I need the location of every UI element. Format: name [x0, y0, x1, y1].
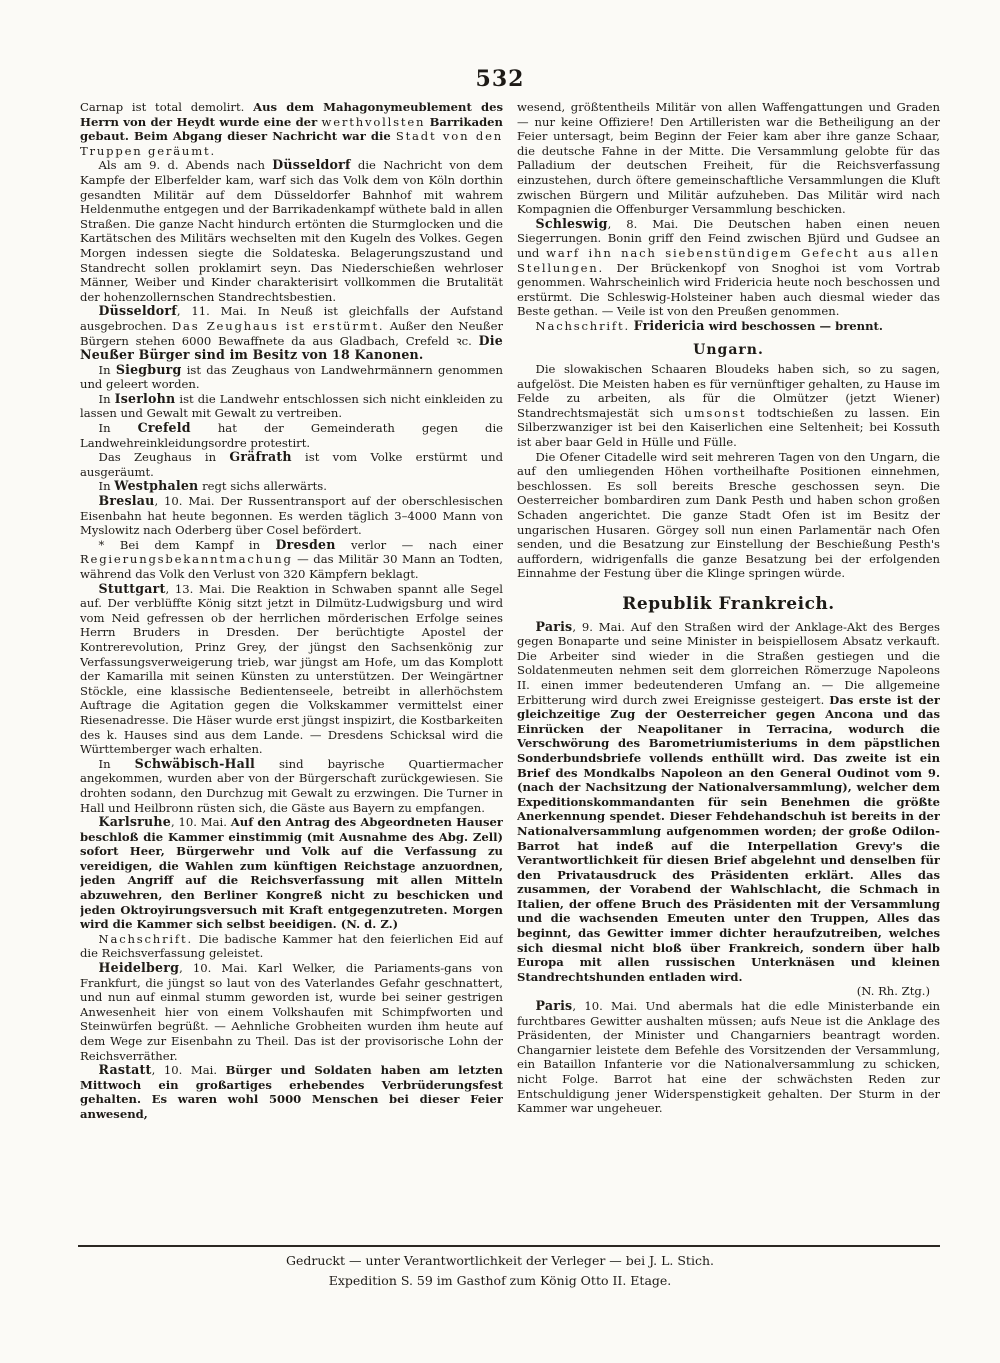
text-run: wesend, größtentheils Militär von allen Waffengattungen und Graden — nur keine Offiziere! Den Artilleristen war die Betheiligung an der Feier untersagt, beim Beginn der Feier kam aber ihre ganze Schaar, die deutsche Fahne in der Mitte. Die Versammlung gelobte für das Palladium der deutschen Freiheit, für die Reichsverfassung einzustehen, durch öftere gemeinschaftliche Versammlungen die Kluft zwischen Bürgern und Militär aufzuheben. Das Militär wird nach Kompagnien die Offenburger Versammlung beschicken.	[517, 100, 940, 217]
text-run: In	[98, 362, 116, 377]
text-run: wird beschossen — brennt.	[704, 318, 883, 333]
article-paragraph	[80, 392, 503, 421]
dateline: Rastatt	[98, 1062, 152, 1078]
article-paragraph	[80, 450, 503, 479]
text-run: Stadt von den Truppen geräumt.	[80, 129, 503, 158]
left-column	[80, 100, 503, 1232]
text-run: , 9. Mai. Auf den Straßen wird der Anklage-Akt des Berges gegen Bonaparte und seine Minister in beispiellosem Absatz verkauft. Die Arbeiter sind wieder in die Straßen gestiegen und die Soldatenmeuten nehmen seit dem glorreichen Römerzuge Napoleons II. einen immer bedeutenderen Umfang an. — Die allgemeine Erbitterung wird durch zwei Ereignisse gesteigert.	[517, 619, 940, 707]
text-run: Die slowakischen Schaaren Bloudeks haben sich, so zu sagen, aufgelöst. Die Meisten haben es für vernünftiger gehalten, zu Hause im Felde zu arbeiten, als für die Olmützer (jetzt Wiener) Standrechtsmajestät sich	[517, 362, 940, 420]
dateline: Karlsruhe	[98, 814, 171, 830]
text-run: , 10. Mai. Und abermals hat die edle Ministerbande ein furchtbares Gewitter aushalten müssen; aufs Neue ist die Anklage des Präsidenten, der Minister und Changarniers beantragt worden. Changarnier leistete dem Befehle des Vorsitzenden der Versammlung, ein Bataillon Infanterie vor die Nationalversammlung zu schicken, nicht Folge. Barrot hat eine der schwächsten Reden zur Entschuldigung jener Widerspenstigkeit gehalten. Der Sturm in der Kammer war ungeheuer.	[517, 999, 940, 1116]
text-columns	[80, 100, 940, 1232]
dateline: Iserlohn	[114, 390, 176, 406]
article-paragraph	[80, 538, 503, 582]
page-number: 532	[475, 66, 525, 92]
article-paragraph	[80, 494, 503, 538]
article-paragraph	[80, 304, 503, 362]
article-paragraph	[517, 100, 940, 217]
text-run: Regierungsbekanntmachung	[80, 552, 293, 567]
text-run: In	[98, 391, 115, 406]
text-run: Als am 9. d. Abends nach	[98, 158, 273, 173]
text-run: Beim Abgang dieser Nachricht war die	[134, 129, 396, 144]
article-paragraph	[80, 158, 503, 304]
article-paragraph	[517, 620, 940, 985]
text-run: , 10. Mai.	[151, 1063, 226, 1078]
section-heading: Republik Frankreich.	[622, 594, 835, 614]
article-paragraph	[80, 582, 503, 757]
text-run: regt sichs allerwärts.	[198, 479, 327, 494]
text-run: In	[98, 756, 135, 771]
dateline: Die Neußer Bürger sind im Besitz von 18 Kanonen.	[80, 332, 503, 363]
dateline: Gräfrath	[229, 449, 292, 465]
dateline: Siegburg	[115, 361, 182, 377]
article-paragraph	[80, 363, 503, 392]
dateline: Schleswig	[535, 215, 608, 231]
text-run: In	[98, 421, 138, 436]
text-run: ist die Landwehr entschlossen sich nicht einkleiden zu lassen und Gewalt mit Gewalt zu vertreiben.	[80, 391, 503, 421]
section-heading: Ungarn.	[693, 341, 764, 358]
article-paragraph	[517, 319, 940, 334]
dateline: Westphalen	[114, 478, 199, 494]
text-run: ist vom Volke erstürmt und ausgeräumt.	[80, 450, 503, 479]
text-run: Bürger und Soldaten haben am letzten Mittwoch ein großartiges erhebendes Verbrüderungsfest gehalten. Es waren wohl 5000 Menschen bei dieser Feier anwesend,	[80, 1063, 503, 1121]
article-paragraph	[517, 999, 940, 1116]
text-run: warf ihn nach siebenstündigem Gefecht aus allen Stellungen.	[517, 245, 940, 275]
dateline: Paris	[535, 998, 573, 1014]
dateline: Crefeld	[137, 420, 191, 436]
text-run: Die Ofener Citadelle wird seit mehreren Tagen von den Ungarn, die auf den umliegenden Höhen vortheilhafte Positionen einnehmen, beschlossen. Es soll bereits Bresche geschossen seyn. Die Oesterreicher bombardiren zum Dank Pesth und haben schon großen Schaden angerichtet. Die ganze Stadt Ofen ist im Besitz der ungarischen Husaren. Görgey soll nun einen Parlamentär nach Ofen senden, und die Besatzung zur Einstellung der Beschießung Pesth's auffordern, widrigenfalls die ganze Besatzung bei der erfolgenden Einnahme der Festung über die Klinge springen würde.	[517, 449, 940, 581]
article-paragraph	[517, 217, 940, 319]
text-run: ist das Zeughaus von Landwehrmännern genommen und geleert worden.	[80, 362, 503, 392]
text-run: die Nachricht von dem Kampfe der Elberfelder kam, warf sich das Volk dem von Köln dorthin gesandten Militär auf dem Düsseldorfer Bahnhof mit wahrem Heldenmuthe entgegen und der Barrikadenkampf wüthete bald in allen Straßen. Die ganze Nacht hindurch ertönten die Sturmglocken und die Kartätschen des Militärs wechselten mit den Kugeln des Volkes. Gegen Morgen indessen siegte die Soldateska. Belagerungszustand und Standrecht sollen proklamirt seyn. Das Niederschießen wehrloser Männer, Weiber und Kinder charakterisirt vollkommen die Brutalität der hohenzollernschen Standrechtsbestien.	[80, 158, 503, 304]
dateline: Schwäbisch-Hall	[134, 755, 255, 771]
article-paragraph	[517, 450, 940, 581]
article-paragraph	[80, 757, 503, 815]
text-run: Das erste ist der gleichzeitige Zug der Oesterreicher gegen Ancona und das Einrücken der Neapolitaner in Terracina, wodurch die Verschwörung des Barometriumisteriums in dem päpstlichen Sonderbundsbriefe vollends enthüllt wird. Das zweite ist ein Brief des Mondkalbs Napoleon an den General Oudinot vom 9. (nach der Nachsitzung der Nationalversammlung), welcher dem Expeditionskommandanten für sein Benehmen die größte Anerkennung spendet. Dieser Fehdehandschuh ist bereits in der Nationalversammlung aufgenommen worden; der große Odilon-Barrot hat indeß auf die Interpellation Grevy's die Verantwortlichkeit für diesen Brief abgelehnt und denselben für den Privatausdruck des Präsidenten erklärt. Alles das zusammen, der Vorabend der Wahlschlacht, die Schmach in Italien, der offene Bruch des Präsidenten mit der Versammlung und die wachsenden Emeuten unter den Truppen, Alles das beginnt, das Gewitter immer dichter heraufzutreiben, welches sich diesmal nicht bloß über Frankreich, sondern über halb Europa mit allen russischen Unterknäsen und kleinen Standrechtshunden entladen wird.	[517, 692, 940, 984]
text-run: In	[98, 479, 115, 494]
text-run: Außer den Neußer Bürgern stehen 6000 Bewaffnete da aus Gladbach, Crefeld ꝛc.	[80, 318, 503, 348]
text-run: , 13. Mai. Die Reaktion in Schwaben spannt alle Segel auf. Der verblüffte König sitzt jetzt in Dilmütz-Ludwigsburg und wird vom Neid gefressen ob der herrlichen mörderischen Erfolge seines Herrn Bruders in Dresden. Der berüchtigte Apostel der Kontrerevolution, Prinz Grey, der jüngst den Sachsenkönig zur Verfassungsverweigerung trieb, war jüngst am Hofe, um das Komplott der Kamarilla mit seinen Künsten zu unterstützen. Der Weingärtner Stöckle, eine klassische Bedientenseele, betreibt in allerhöchstem Auftrage die Agitation gegen die Volkskammer vermittelst einer Riesenadresse. Die Häser wurde erst jüngst inspizirt, die Kostbarkeiten des k. Hauses sind aus dem Lande. — Dresdens Schicksal wird die Württemberger wach erhalten.	[80, 581, 503, 757]
text-run: Das Zeughaus in	[98, 450, 230, 465]
text-run: verlor — nach einer	[335, 537, 503, 552]
text-run: , 10. Mai.	[170, 815, 231, 830]
text-run: Barrikaden gebaut.	[80, 114, 503, 144]
text-run: , 10. Mai. Der Russentransport auf der oberschlesischen Eisenbahn hat heute begonnen. Es werden täglich 3–4000 Mann von Myslowitz nach Oderberg über Cosel befördert.	[80, 494, 503, 538]
text-run: Aus dem Mahagonymeublement des Herrn von der Heydt wurde eine der	[80, 100, 503, 129]
dateline: Düsseldorf	[272, 157, 351, 173]
article-paragraph	[80, 421, 503, 450]
right-column	[517, 100, 940, 1232]
text-run: umsonst	[684, 405, 747, 420]
text-run: Nachschrift.	[535, 318, 630, 333]
text-run: Nachschrift.	[98, 931, 193, 946]
article-paragraph	[80, 815, 503, 932]
text-run: , 10. Mai. Karl Welker, die Pariaments-gans von Frankfurt, die jüngst so laut von des Vaterlandes Gefahr geschnattert, und nun auf einmal stumm geworden ist, wurde bei seiner gestrigen Anwesenheit hier von einem Volkshaufen mit Schimpfworten und Steinwürfen begrüßt. — Aehnliche Grobheiten wurden ihm heute auf dem Wege zur Eisenbahn zu Theil. Das ist der provisorische Lohn der Reichsverräther.	[80, 961, 503, 1063]
footer-rule	[78, 1245, 940, 1247]
article-paragraph	[80, 961, 503, 1063]
text-run: Die badische Kammer hat den feierlichen Eid auf die Reichsverfassung geleistet.	[80, 931, 503, 961]
text-run: Carnap ist total demolirt.	[80, 100, 254, 114]
dateline: Heidelberg	[98, 960, 180, 976]
source-citation: (N. Rh. Ztg.)	[856, 984, 930, 999]
text-run: hat der Gemeinderath gegen die Landwehreinkleidungsordre protestirt.	[80, 421, 503, 450]
dateline: Paris	[535, 618, 573, 634]
text-run: Das Zeughaus ist erstürmt.	[171, 318, 385, 333]
article-paragraph	[517, 362, 940, 450]
article-paragraph	[80, 932, 503, 961]
dateline: Fridericia	[633, 317, 705, 333]
text-run: Auf den Antrag des Abgeordneten Hauser beschloß die Kammer einstimmig (mit Ausnahme des Abg. Zell) sofort Heer, Bürgerwehr und Volk auf die Verfassung zu vereidigen, die Wahlen zum künftigen Reichstage anzuordnen, jeden Angriff auf die Reichsverfassung mit allen Mitteln abzuwehren, den Berliner Kongreß nicht zu beschicken und jeden Oktroyirungsversuch mit Kraft entgegenzutreten. Morgen wird die Kammer sich selbst beeidigen. (N. d. Z.)	[80, 815, 503, 932]
text-run: * Bei dem Kampf in	[98, 537, 276, 552]
article-paragraph	[80, 100, 503, 158]
text-run: , 11. Mai. In Neuß ist gleichfalls der Aufstand ausgebrochen.	[80, 304, 503, 333]
text-run: , 8. Mai. Die Deutschen haben einen neuen Siegerrungen. Bonin griff den Feind zwischen Bjürd und Gudsee an und	[517, 216, 940, 260]
text-run: — das Militär 30 Mann an Todten, während das Volk den Verlust von 320 Kämpfern beklagt.	[80, 552, 503, 581]
article-paragraph	[80, 479, 503, 494]
dateline: Düsseldorf	[98, 303, 177, 319]
article-paragraph	[80, 1063, 503, 1121]
dateline: Dresden	[275, 536, 336, 552]
text-run: sind bayrische Quartiermacher angekommen, wurden aber von der Bürgerschaft zurückgewiesen. Sie drohten sodann, den Durchzug mit Gewalt zu erzwingen. Die Turner in Hall und Heilbronn rüsten sich, die Gäste aus Bayern zu empfangen.	[80, 756, 503, 815]
text-run: Der Brückenkopf von Snoghoi ist vom Vortrab genommen. Wahrscheinlich wird Fridericia heute noch beschossen und erstürmt. Die Schleswig-Holsteiner haben auch diesmal wieder das Beste gethan. — Veile ist von den Preußen genommen.	[517, 260, 940, 319]
dateline: Stuttgart	[98, 580, 166, 596]
footer-printer-line: Gedruckt — unter Verantwortlichkeit der Verleger — bei J. L. Stich.	[286, 1253, 714, 1268]
text-run: werthvollsten	[321, 114, 426, 129]
footer-expedition-line: Expedition S. 59 im Gasthof zum König Otto II. Etage.	[328, 1273, 672, 1288]
dateline: Breslau	[98, 493, 155, 509]
text-run: todtschießen zu lassen. Ein Silberzwanziger ist bei den Kaiserlichen eine Seltenheit; bei Kossuth ist aber baar Geld in Hülle und Fülle.	[517, 405, 940, 450]
